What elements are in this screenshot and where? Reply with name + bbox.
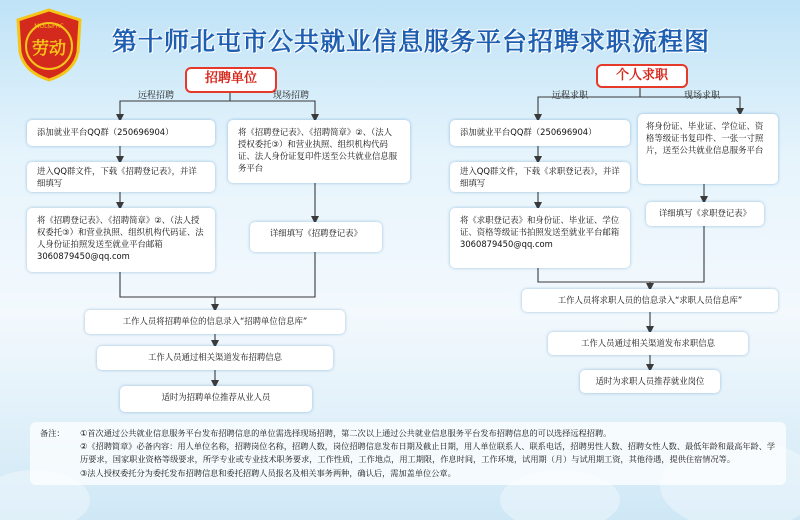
employer-onsite-step-1: 将《招聘登记表》、《招聘简章》②、（法人授权委托③）和营业执照、组织机构代码证、法人身份证复印件送至公共就业信息服务平台 [228, 120, 410, 183]
employer-onsite-step-2: 详细填写《招聘登记表》 [250, 222, 382, 252]
employer-common-step-1: 工作人员将招聘单位的信息录入“招聘单位信息库” [85, 310, 345, 334]
seeker-remote-step-1: 添加就业平台QQ群（250696904） [450, 120, 630, 146]
seeker-header: 个人求职 [596, 64, 688, 88]
seeker-common-step-2: 工作人员通过相关渠道发布求职信息 [548, 332, 748, 355]
employer-onsite-label: 现场招聘 [273, 91, 310, 101]
notes-panel [30, 422, 786, 485]
seeker-remote-step-2: 进入QQ群文件，下载《求职登记表》，并详细填写 [450, 162, 630, 192]
page-title: 第十师北屯市公共就业信息服务平台招聘求职流程图 [112, 27, 711, 56]
employer-common-step-3: 适时为招聘单位推荐从业人员 [120, 386, 312, 412]
seeker-common-step-1: 工作人员将求职人员的信息录入“求职人员信息库” [522, 289, 778, 312]
notes-prefix: 备注： [40, 428, 65, 438]
seeker-onsite-step-1: 将身份证、毕业证、学位证、资格等级证书复印件、一张一寸照片，送至公共就业信息服务平台 [638, 114, 778, 184]
logo-text: 劳动 [32, 39, 66, 59]
logo-ring-text: MOL&PRC [34, 23, 64, 30]
note-text: ②《招聘简章》必备内容：用人单位名称，招聘岗位名称，招聘人数，岗位招聘信息发布日期及截止日期，用人单位联系人、联系电话，招聘男性人数、招聘女性人数、最低年龄和最高年龄、学历要求，国家职业资格等级要求，所学专业或专业技术职务要求，工作性质，工作地点，用工期限，作息时间，工作环境，试用期（月）与试用期工资，其他待遇，提供住宿情况等。 [80, 441, 776, 465]
line-employer-onsite-merge [215, 252, 315, 297]
seeker-remote-label: 远程求职 [552, 91, 589, 101]
seeker-remote-step-3: 将《求职登记表》和身份证、毕业证、学位证、资格等级证书拍照发送至就业平台邮箱3060879450@qq.com [450, 208, 630, 268]
seeker-onsite-step-2: 详细填写《求职登记表》 [646, 202, 764, 226]
employer-remote-step-1: 添加就业平台QQ群（250696904） [27, 120, 215, 146]
seeker-onsite-label: 现场求职 [684, 91, 721, 101]
employer-remote-step-3: 将《招聘登记表》、《招聘简章》②、（法人授权委托③）和营业执照、组织机构代码证、法人身份证拍照发送至就业平台邮箱3060879450@qq.com [27, 208, 215, 272]
employer-header: 招聘单位 [185, 67, 277, 93]
arrow-seeker-onsite-merge [650, 226, 704, 287]
line-seeker-remote-merge [538, 268, 650, 282]
note-text: ①首次通过公共就业信息服务平台发布招聘信息的单位需选择现场招聘，第二次以上通过公共就业信息服务平台发布招聘信息的可以选择远程招聘。 [80, 428, 612, 438]
note-item [40, 440, 776, 466]
employer-remote-step-2: 进入QQ群文件，下载《招聘登记表》，并详细填写 [27, 162, 215, 192]
arrow-employer-onsite [230, 101, 315, 118]
employer-common-step-2: 工作人员通过相关渠道发布招聘信息 [97, 346, 333, 370]
arrow-employer-remote-merge [120, 272, 215, 308]
employer-remote-label: 远程招聘 [138, 91, 175, 101]
note-item [40, 467, 776, 480]
seeker-common-step-3: 适时为求职人员推荐就业岗位 [580, 370, 720, 393]
note-item [40, 427, 776, 440]
arrow-employer-remote [120, 93, 230, 118]
note-text: ③法人授权委托分为委托发布招聘信息和委托招聘人员报名及相关事务两种，确认后，需加盖单位公章。 [80, 467, 456, 478]
